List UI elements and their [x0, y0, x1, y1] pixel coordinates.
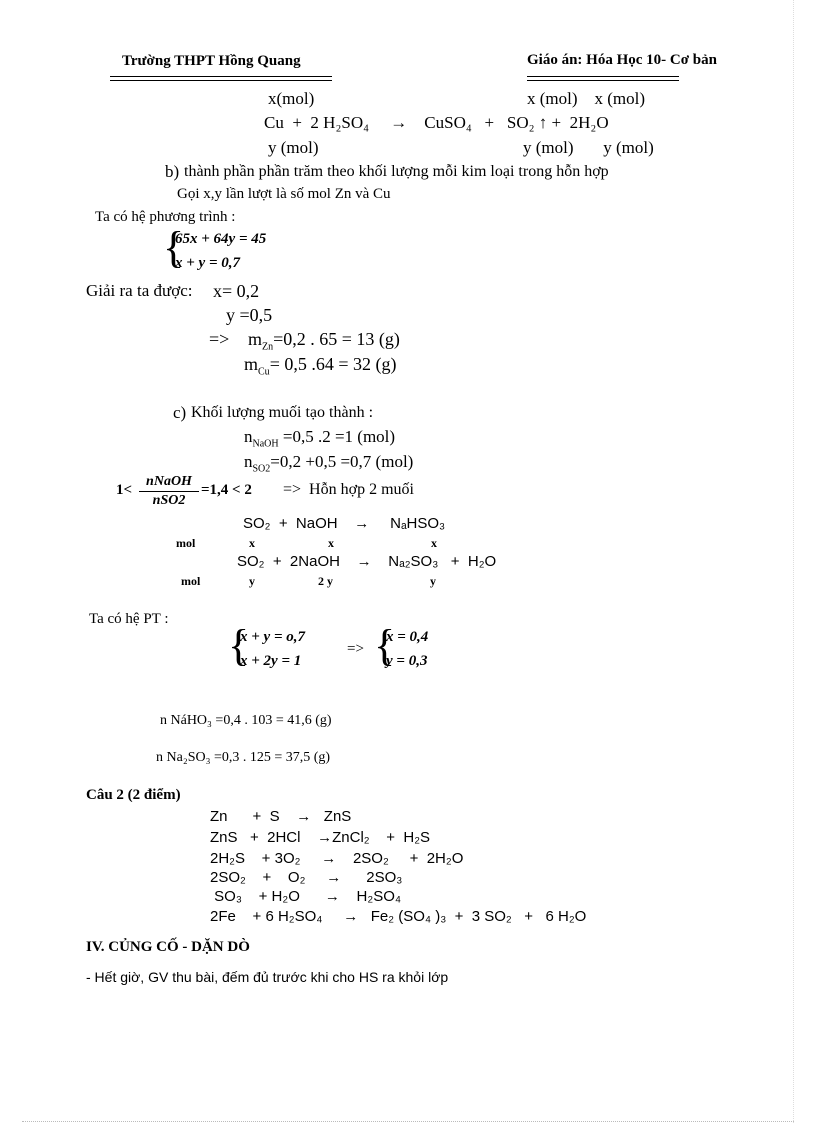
school-name: Trường THPT Hồng Quang [122, 53, 301, 69]
r1-x3: x [431, 536, 437, 550]
r2-mol-label: mol [181, 574, 201, 588]
fraction-bar [139, 491, 199, 492]
n-naoh: $n_{NaOH} =0,5$ .2 =1 (mol) [244, 427, 396, 450]
ratio-denominator: nSO2 [152, 493, 186, 508]
cu-top-x: x(mol) [268, 89, 315, 108]
r2-y2: 2 y [318, 574, 333, 588]
ratio-left: 1< [116, 482, 133, 498]
cu-equation: Cu + 2 H₂SO₄ → CuSO₄ + SO₂ ↑ + 2H₂O [264, 113, 609, 132]
cau2-reaction-1: Zn + S → ZnS [210, 808, 352, 825]
r2-y3: y [430, 574, 436, 588]
system2-implies: => [347, 641, 364, 657]
header-underline-left [110, 76, 332, 81]
solution-x: x = 0,4 [386, 629, 429, 645]
ratio-right: =1,4 < 2 [201, 482, 252, 498]
mass-cu: $m_{Cu}= 0,5$ .64 = 32 (g) [244, 354, 397, 378]
cau2-reaction-3: 2H₂S + 3O₂ → 2SO₂ + 2H₂O [210, 850, 464, 867]
system1-eq2: x + y = 0,7 [175, 255, 241, 271]
cu-top-x-right: x (mol) x (mol) [527, 89, 646, 108]
subject-title: Giáo án: Hóa Học 10- Cơ bản [527, 52, 717, 68]
system-brace-3: { [374, 621, 396, 670]
cu-bottom-y: y (mol) [268, 138, 319, 157]
part-b-label: b) [165, 162, 180, 181]
system-brace-1: { [163, 223, 185, 272]
r1-x1: x [249, 536, 255, 550]
cau2-title: Câu 2 (2 điểm) [86, 787, 181, 803]
system-brace-2: { [228, 621, 250, 670]
cau2-reaction-4: 2SO₂ + O₂ → 2SO₃ [210, 869, 403, 886]
n-so2: $n_{SO2}=0,2 +0,5 =0,7$ (mol) [244, 452, 414, 475]
ratio-numerator: nNaOH [146, 474, 192, 489]
x-value: x= 0,2 [213, 281, 260, 301]
part-b-title: thành phần phần trăm theo khối lượng mỗi kim loại trong hỗn hợp [184, 163, 609, 180]
mass-na2so3: n Na₂SO₃ =0,3 . 125 = 37,5 (g) [156, 750, 331, 765]
solve-label: Giải ra ta được: [86, 281, 193, 300]
header-underline-right [527, 76, 679, 81]
y-value: y =0,5 [226, 305, 273, 325]
part-c-label: c) [173, 403, 187, 422]
page-margin-right [793, 0, 794, 1123]
r1-x2: x [328, 536, 334, 550]
arrow-implies: => [209, 329, 230, 349]
cau2-reaction-5: SO₃ + H₂O → H₂SO₄ [210, 888, 401, 905]
system2-eq1: x + y = o,7 [240, 629, 306, 645]
ratio-conclusion: => Hỗn hợp 2 muối [283, 481, 414, 498]
section4-title: IV. CỦNG CỐ - DẶN DÒ [86, 939, 250, 955]
page-margin-bottom [22, 1121, 794, 1122]
system2-intro: Ta có hệ PT : [89, 611, 169, 627]
mass-nahso3: n NáHO₃ =0,4 . 103 = 41,6 (g) [160, 713, 332, 728]
ratio-fraction [139, 474, 199, 509]
section4-text: - Hết giờ, GV thu bài, đếm đủ trước khi cho HS ra khỏi lớp [86, 969, 449, 985]
cau2-reaction-2: ZnS + 2HCl →ZnCl₂ + H₂S [210, 829, 431, 846]
solution-y: y = 0,3 [386, 653, 428, 669]
cu-bottom-y-right: y (mol) y (mol) [523, 138, 654, 157]
cau2-reaction-6: 2Fe + 6 H₂SO₄ → Fe₂ (SO₄ )₃ + 3 SO₂ + 6 H₂O [210, 908, 587, 925]
reaction-so2-2naoh: SO₂ + 2NaOH → Nₐ₂SO₃ + H₂O [237, 553, 497, 570]
r1-mol-label: mol [176, 536, 196, 550]
part-c-title: Khối lượng muối tạo thành : [191, 404, 374, 421]
mass-zn: $m_{Zn}=0,2$ . 65 = 13 (g) [248, 329, 400, 353]
system2-eq2: x + 2y = 1 [240, 653, 302, 669]
system1-eq1: 65x + 64y = 45 [175, 231, 267, 247]
part-b-system-intro: Ta có hệ phương trình : [95, 209, 236, 225]
reaction-so2-naoh: SO₂ + NaOH → NₐHSO₃ [243, 515, 446, 532]
part-b-let: Gọi x,y lần lượt là số mol Zn và Cu [177, 186, 391, 202]
r2-y1: y [249, 574, 255, 588]
